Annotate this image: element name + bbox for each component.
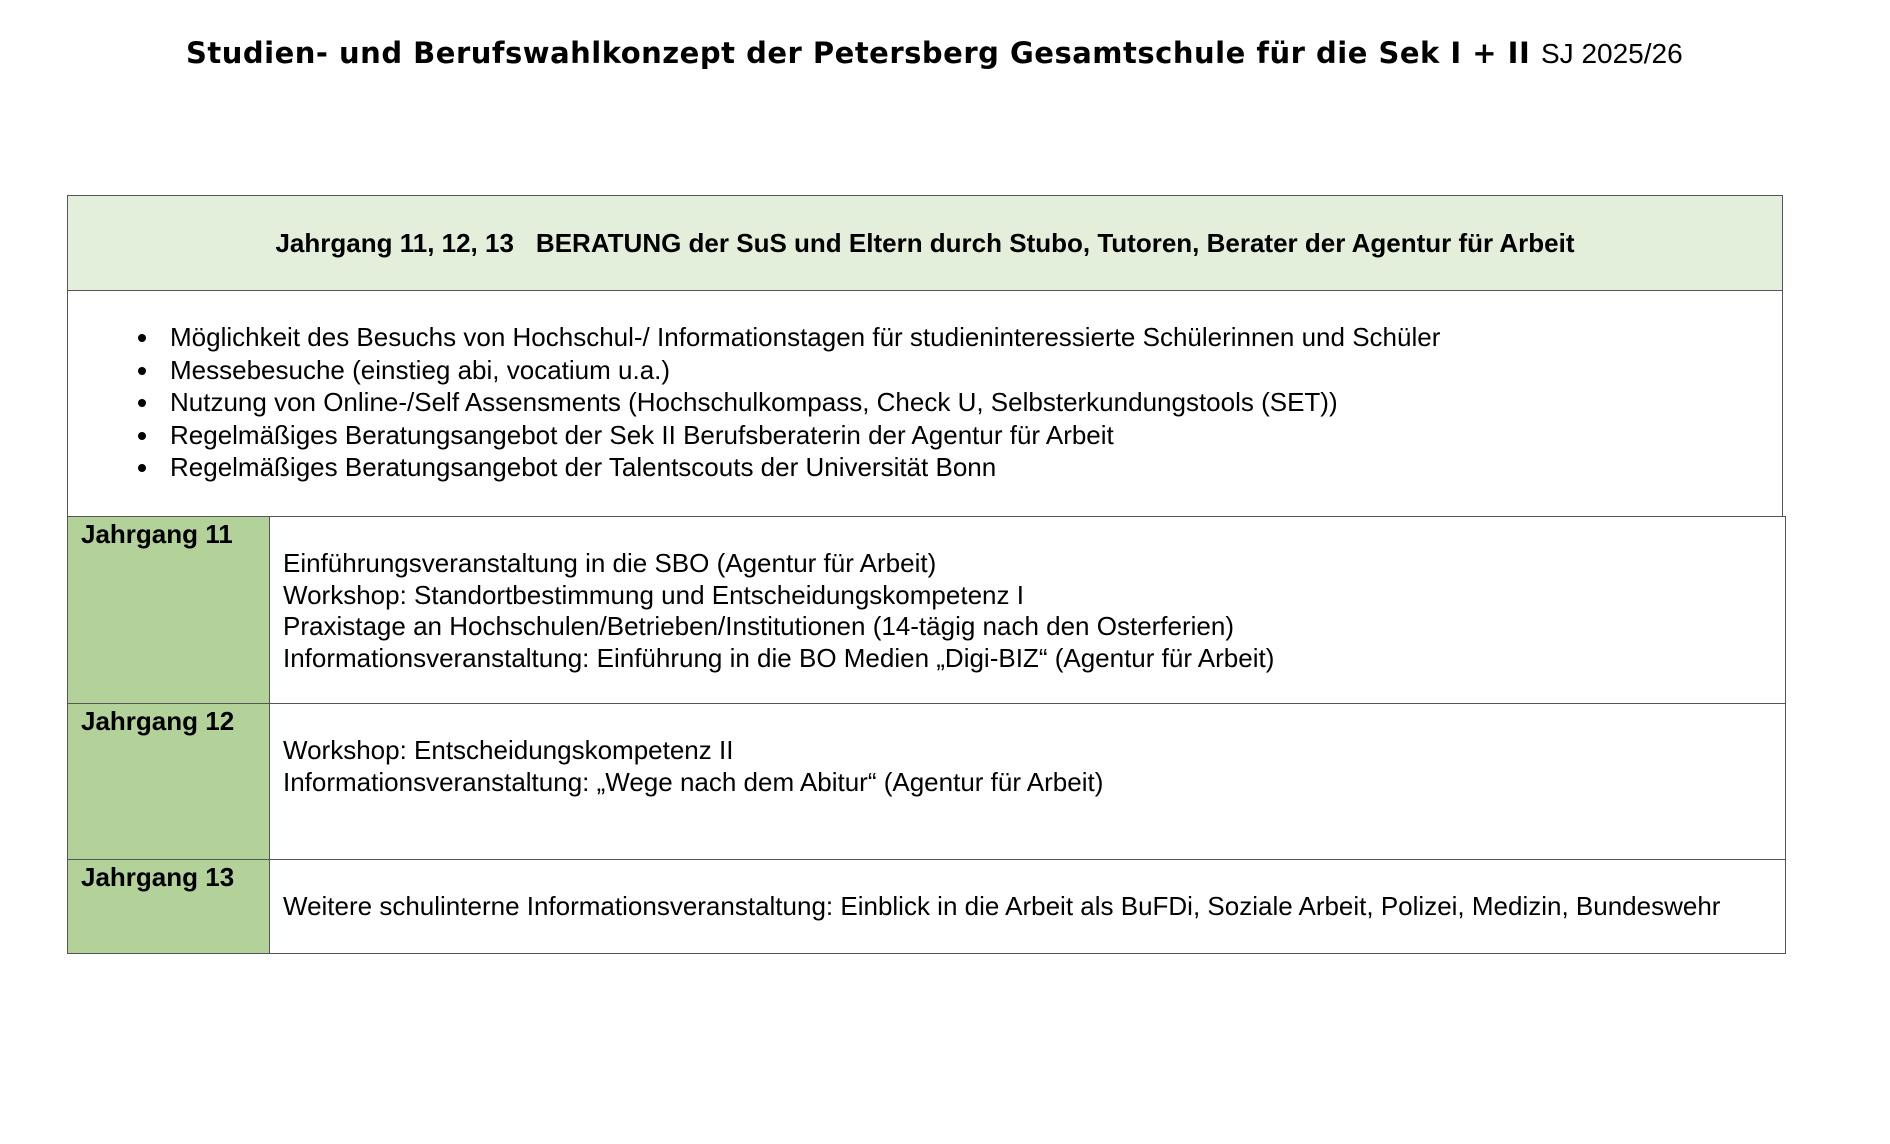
list-item: Möglichkeit des Besuchs von Hochschul-/ Informationstagen für studieninteressierte Schülerinnen und Schüler — [170, 321, 1782, 354]
list-item: Nutzung von Online-/Self Assensments (Hochschulkompass, Check U, Selbsterkundungstools (SET)) — [170, 386, 1782, 419]
content-line: Informationsveranstaltung: Einführung in die BO Medien „Digi-BIZ“ (Agentur für Arbeit) — [283, 642, 1275, 673]
content-line: Einführungsveranstaltung in die SBO (Agentur für Arbeit) — [283, 548, 937, 578]
school-year: SJ 2025/26 — [1541, 38, 1683, 69]
list-item: Regelmäßiges Beratungsangebot der Sek II Berufsberaterin der Agentur für Arbeit — [170, 419, 1782, 452]
document-title: Studien- und Berufswahlkonzept der Petersberg Gesamtschule für die Sek I + II — [186, 36, 1531, 70]
content-line: Workshop: Entscheidungskompetenz II — [283, 735, 734, 765]
grade-content — [270, 704, 1786, 860]
counseling-grades: Jahrgang 11, 12, 13 — [275, 227, 514, 258]
table-row — [68, 704, 1786, 860]
grade-content — [270, 517, 1786, 704]
table-row — [68, 860, 1786, 954]
list-item: Messebesuche (einstieg abi, vocatium u.a.) — [170, 354, 1782, 387]
counseling-header — [68, 196, 1782, 291]
list-item: Regelmäßiges Beratungsangebot der Talentscouts der Universität Bonn — [170, 451, 1782, 484]
counseling-list — [68, 291, 1782, 484]
grade-label: Jahrgang 13 — [68, 860, 270, 954]
content-line: Weitere schulinterne Informationsveranstaltung: Einblick in die Arbeit als BuFDi, Soziale Arbeit, Polizei, Medizin, Bundeswehr — [283, 891, 1721, 921]
content-line: Workshop: Standortbestimmung und Entscheidungskompetenz I — [283, 579, 1024, 610]
grade-label: Jahrgang 11 — [68, 517, 270, 704]
content-line: Informationsveranstaltung: „Wege nach dem Abitur“ (Agentur für Arbeit) — [283, 766, 1104, 797]
grade-label: Jahrgang 12 — [68, 704, 270, 860]
content-line: Praxistage an Hochschulen/Betrieben/Institutionen (14-tägig nach den Osterferien) — [283, 611, 1235, 641]
table-row — [68, 517, 1786, 704]
grade-table — [67, 516, 1786, 954]
document-header — [186, 36, 1746, 76]
counseling-section — [67, 195, 1783, 517]
counseling-heading: BERATUNG der SuS und Eltern durch Stubo, Tutoren, Berater der Agentur für Arbeit — [535, 227, 1575, 258]
grade-content — [270, 860, 1786, 954]
